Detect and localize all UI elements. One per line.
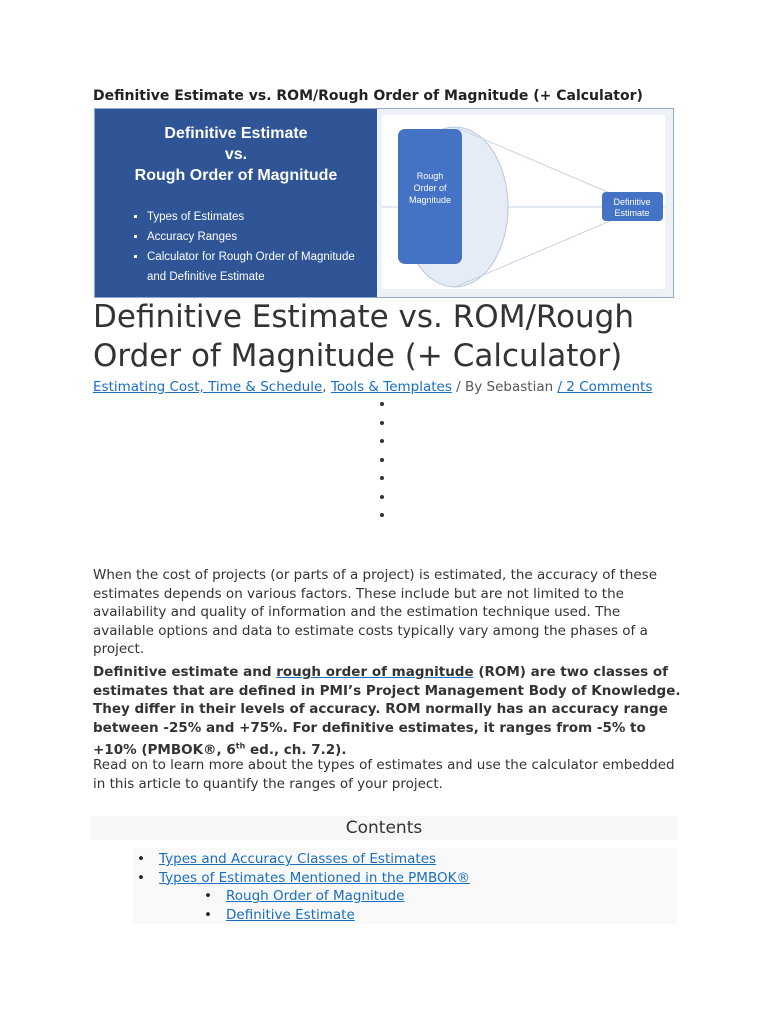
toc-link-types-pmbok[interactable]: Types of Estimates Mentioned in the PMBOK® bbox=[159, 869, 470, 886]
banner-bullet: ▪ Calculator for Rough Order of Magnitude bbox=[147, 247, 387, 267]
summary-text-end: ed., ch. 7.2). bbox=[245, 741, 347, 758]
rom-label-3: Magnitude bbox=[408, 195, 452, 205]
toc-title: Contents bbox=[91, 816, 677, 840]
banner-bullet: ▪ Types of Estimates bbox=[147, 207, 387, 227]
read-on-paragraph: Read on to learn more about the types of estimates and use the calculator embedded in this article to quantify the ranges of your project. bbox=[93, 757, 675, 792]
rom-label-2: Order of bbox=[413, 183, 447, 193]
toc-link-definitive[interactable]: Definitive Estimate bbox=[226, 906, 355, 923]
author-byline: / By Sebastian bbox=[451, 379, 558, 395]
post-meta bbox=[93, 379, 652, 395]
comments-link[interactable]: / 2 Comments bbox=[557, 379, 653, 395]
banner-bullet: ▪ Accuracy Ranges bbox=[147, 227, 387, 247]
meta-separator: , bbox=[322, 379, 331, 395]
toc-link-types-accuracy[interactable]: Types and Accuracy Classes of Estimates bbox=[159, 851, 437, 867]
banner-bullet-continuation: and Definitive Estimate bbox=[147, 271, 265, 283]
banner-bullet-list bbox=[129, 207, 387, 287]
bullet-dot bbox=[380, 458, 384, 462]
summary-paragraph bbox=[93, 663, 683, 759]
category-link-tools[interactable]: Tools & Templates bbox=[330, 379, 452, 395]
toc-subitem bbox=[226, 887, 405, 906]
toc-subitem bbox=[226, 906, 405, 925]
diagram-canvas bbox=[382, 115, 665, 289]
banner-title-line-2: vs. bbox=[224, 146, 248, 163]
funnel-diagram bbox=[382, 115, 665, 289]
intro-paragraph: When the cost of projects (or parts of a project) is estimated, the accuracy of these estimates depends on various factors. These include but are not limited to the availability and quality of information and the estimation technique used. The available options and data to estimate costs typically vary among the phases of a project. bbox=[93, 567, 658, 657]
category-link-cost[interactable]: Estimating Cost, Time & Schedule bbox=[93, 379, 323, 395]
featured-image-text-panel bbox=[95, 109, 377, 297]
def-label-2: Estimate bbox=[614, 208, 650, 218]
article-headline: Definitive Estimate vs. ROM/Rough Order of Magnitude (+ Calculator) bbox=[93, 299, 634, 374]
banner-title-line-1: Definitive Estimate bbox=[164, 125, 308, 142]
bullet-dot bbox=[380, 421, 384, 425]
toc-item bbox=[159, 869, 470, 888]
def-label-1: Definitive bbox=[613, 197, 651, 207]
summary-text-pre: Definitive estimate and bbox=[93, 664, 277, 680]
table-of-contents bbox=[133, 848, 677, 924]
summary-text-post: (ROM) are two classes of estimates that are defined in PMI’s Project Management Body of Knowledge. They differ in their levels of accuracy. ROM normally has an accuracy range between -25% and +75%. For definitive estimates, it ranges from -5% to +10% (PMBOK®, 6 bbox=[93, 664, 681, 758]
toc-sublist bbox=[226, 887, 405, 924]
toc-list bbox=[159, 850, 470, 887]
bullet-dot bbox=[380, 513, 384, 517]
rom-label-1: Rough bbox=[416, 171, 444, 181]
bullet-dot bbox=[380, 439, 384, 443]
featured-image-diagram-panel bbox=[377, 109, 673, 297]
bullet-dot bbox=[380, 476, 384, 480]
share-dots-list bbox=[380, 402, 384, 532]
superscript-th: th bbox=[235, 741, 246, 750]
banner-title-line-3: Rough Order of Magnitude bbox=[134, 167, 338, 184]
bullet-dot bbox=[380, 495, 384, 499]
bullet-dot bbox=[380, 402, 384, 406]
toc-item bbox=[159, 850, 470, 869]
toc-link-rom[interactable]: Rough Order of Magnitude bbox=[226, 888, 405, 904]
featured-image bbox=[94, 108, 674, 298]
page-pre-title: Definitive Estimate vs. ROM/Rough Order of Magnitude (+ Calculator) bbox=[93, 88, 643, 104]
rom-link[interactable]: rough order of magnitude bbox=[276, 664, 474, 680]
